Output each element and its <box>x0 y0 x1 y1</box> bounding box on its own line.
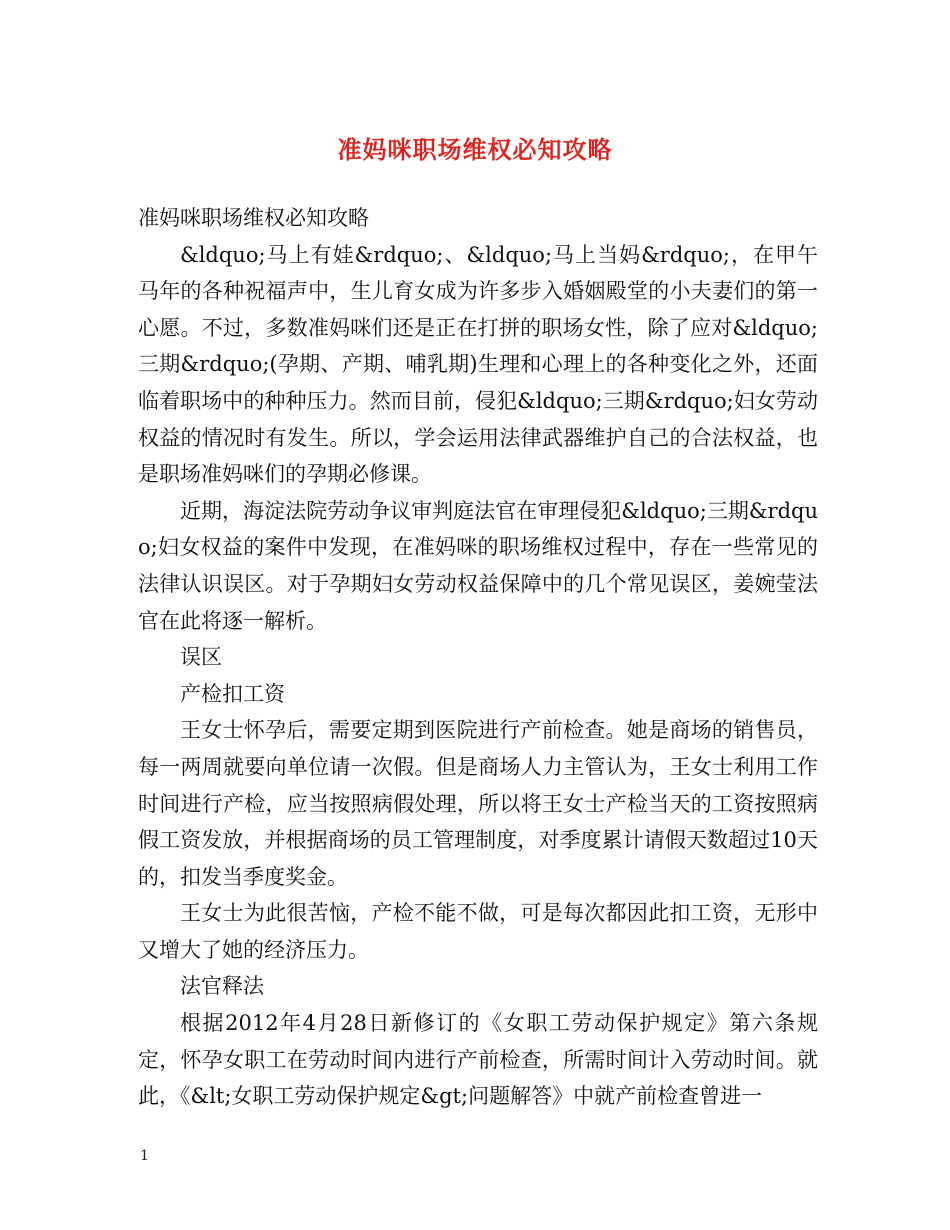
paragraph-case-description: 王女士怀孕后，需要定期到医院进行产前检查。她是商场的销售员，每一两周就要向单位请一次假。但是商场人力主管认为，王女士利用工作时间进行产检，应当按照病假处理，所以将王女士产检当天的工资按照病假工资发放，并根据商场的员工管理制度，对季度累计请假天数超过10天的，扣发当季度奖金。 <box>138 718 818 889</box>
paragraph-legal-basis: 根据2012年4月28日新修订的《女职工劳动保护规定》第六条规定，怀孕女职工在劳动时间内进行产前检查，所需时间计入劳动时间。就此，《&lt;女职工劳动保护规定&gt;问题解答》中就产前检查曾进一 <box>138 1011 818 1109</box>
paragraph-heading: 准妈咪职场维权必知攻略 <box>138 206 369 230</box>
section-title-prenatal-deduction: 产检扣工资 <box>180 681 285 706</box>
paragraph-intro: &ldquo;马上有娃&rdquo;、&ldquo;马上当妈&rdquo;，在甲午马年的各种祝福声中，生儿育女成为许多步入婚姻殿堂的小夫妻们的第一心愿。不过，多数准妈咪们还是正在打拼的职场女性，除了应对&ldquo;三期&rdquo;(孕期、产期、哺乳期)生理和心理上的各种变化之外，还面临着职场中的种种压力。然而目前，侵犯&ldquo;三期&rdquo;妇女劳动权益的情况时有发生。所以，学会运用法律武器维护自己的合法权益，也是职场准妈咪们的孕期必修课。 <box>138 242 818 487</box>
section-label-judge-explanation: 法官释法 <box>180 974 264 999</box>
paragraph-court-findings: 近期，海淀法院劳动争议审判庭法官在审理侵犯&ldquo;三期&rdquo;妇女权益的案件中发现，在准妈咪的职场维权过程中，存在一些常见的法律认识误区。对于孕期妇女劳动权益保障中的几个常见误区，姜婉莹法官在此将逐一解析。 <box>138 498 818 633</box>
paragraph-case-impact: 王女士为此很苦恼，产检不能不做，可是每次都因此扣工资，无形中又增大了她的经济压力。 <box>138 901 818 962</box>
page-number: 1 <box>140 1148 149 1164</box>
section-label-misconception: 误区 <box>180 645 222 670</box>
document-title: 准妈咪职场维权必知攻略 <box>337 135 613 164</box>
document-body <box>138 200 818 1115</box>
